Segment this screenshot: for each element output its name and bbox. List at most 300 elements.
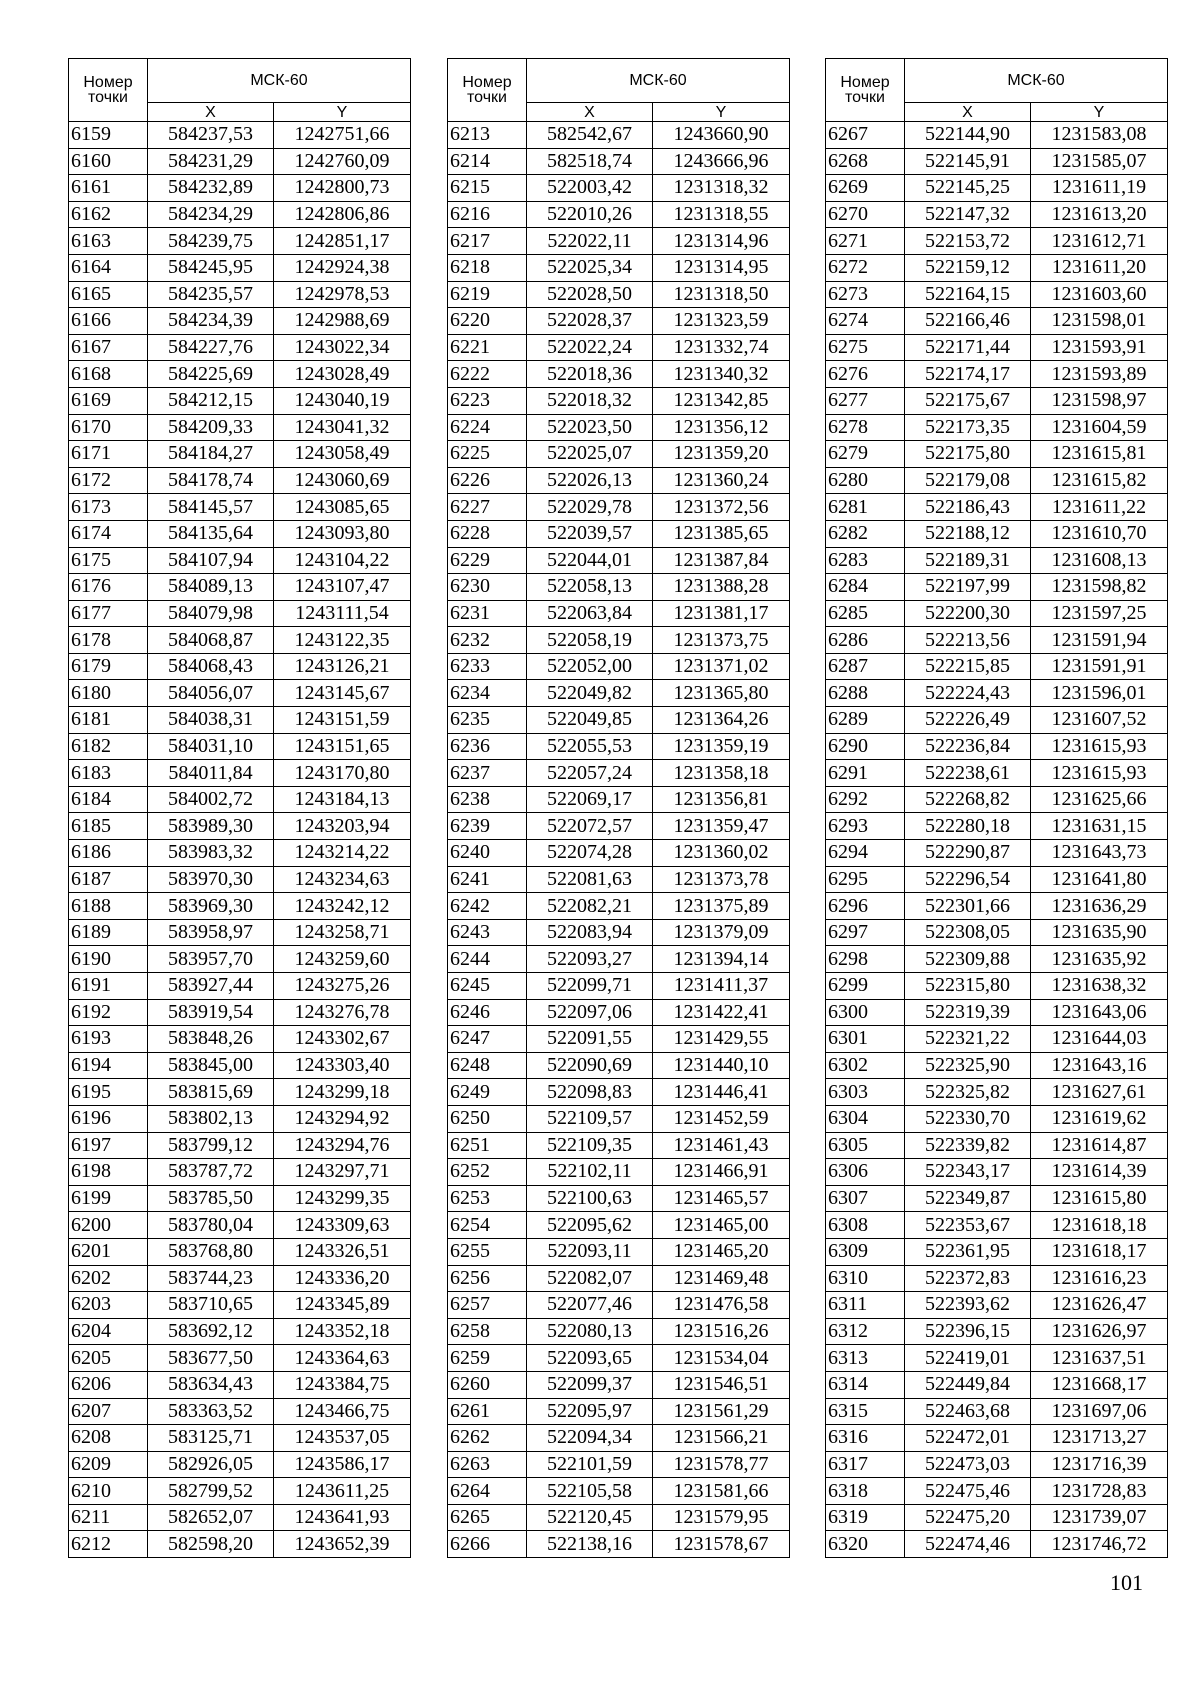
point-number-cell: 6260 bbox=[448, 1371, 527, 1398]
point-number-cell: 6287 bbox=[826, 653, 905, 680]
y-coordinate-cell: 1243170,80 bbox=[274, 760, 411, 787]
y-coordinate-cell: 1231713,27 bbox=[1031, 1425, 1168, 1452]
y-coordinate-cell: 1231465,00 bbox=[653, 1212, 790, 1239]
table-row bbox=[826, 1159, 1168, 1186]
table-row bbox=[448, 1265, 790, 1292]
table-row bbox=[826, 680, 1168, 707]
x-coordinate-cell: 584031,10 bbox=[148, 733, 274, 760]
table-row bbox=[826, 919, 1168, 946]
x-coordinate-cell: 584235,57 bbox=[148, 281, 274, 308]
y-coordinate-cell: 1231373,75 bbox=[653, 627, 790, 654]
point-number-cell: 6256 bbox=[448, 1265, 527, 1292]
point-number-cell: 6309 bbox=[826, 1238, 905, 1265]
point-number-cell: 6319 bbox=[826, 1504, 905, 1531]
table-row bbox=[69, 122, 411, 149]
y-coordinate-cell: 1231375,89 bbox=[653, 893, 790, 920]
x-coordinate-cell: 582542,67 bbox=[527, 122, 653, 149]
table-row bbox=[69, 1451, 411, 1478]
x-coordinate-cell: 522179,08 bbox=[905, 467, 1031, 494]
x-coordinate-cell: 522052,00 bbox=[527, 653, 653, 680]
point-number-cell: 6227 bbox=[448, 494, 527, 521]
x-coordinate-cell: 583983,32 bbox=[148, 840, 274, 867]
table-row bbox=[69, 866, 411, 893]
point-number-cell: 6218 bbox=[448, 254, 527, 281]
y-coordinate-cell: 1231581,66 bbox=[653, 1478, 790, 1505]
table-row bbox=[69, 1105, 411, 1132]
y-coordinate-cell: 1231626,47 bbox=[1031, 1292, 1168, 1319]
table-row bbox=[826, 1292, 1168, 1319]
y-coordinate-cell: 1231615,93 bbox=[1031, 733, 1168, 760]
x-coordinate-cell: 584232,89 bbox=[148, 175, 274, 202]
y-coordinate-cell: 1242924,38 bbox=[274, 254, 411, 281]
point-number-cell: 6277 bbox=[826, 387, 905, 414]
x-coordinate-cell: 522099,37 bbox=[527, 1371, 653, 1398]
y-coordinate-cell: 1231332,74 bbox=[653, 334, 790, 361]
x-coordinate-cell: 522095,97 bbox=[527, 1398, 653, 1425]
table-row bbox=[448, 1026, 790, 1053]
x-coordinate-cell: 583958,97 bbox=[148, 919, 274, 946]
y-coordinate-cell: 1231356,81 bbox=[653, 786, 790, 813]
x-column-header: X bbox=[148, 103, 274, 122]
x-coordinate-cell: 522309,88 bbox=[905, 946, 1031, 973]
table-row bbox=[69, 813, 411, 840]
table-row bbox=[69, 148, 411, 175]
x-coordinate-cell: 583802,13 bbox=[148, 1105, 274, 1132]
x-coordinate-cell: 522109,35 bbox=[527, 1132, 653, 1159]
table-row bbox=[69, 547, 411, 574]
point-number-cell: 6298 bbox=[826, 946, 905, 973]
point-number-cell: 6182 bbox=[69, 733, 148, 760]
x-coordinate-cell: 522093,65 bbox=[527, 1345, 653, 1372]
y-coordinate-cell: 1231643,06 bbox=[1031, 999, 1168, 1026]
y-coordinate-cell: 1243660,90 bbox=[653, 122, 790, 149]
y-coordinate-cell: 1231636,29 bbox=[1031, 893, 1168, 920]
x-coordinate-cell: 522186,43 bbox=[905, 494, 1031, 521]
y-coordinate-cell: 1231612,71 bbox=[1031, 228, 1168, 255]
table-row bbox=[448, 1185, 790, 1212]
x-coordinate-cell: 583125,71 bbox=[148, 1425, 274, 1452]
x-coordinate-cell: 522215,85 bbox=[905, 653, 1031, 680]
y-coordinate-cell: 1231613,20 bbox=[1031, 201, 1168, 228]
point-number-cell: 6231 bbox=[448, 600, 527, 627]
table-row bbox=[448, 893, 790, 920]
point-number-cell: 6239 bbox=[448, 813, 527, 840]
x-coordinate-cell: 522175,67 bbox=[905, 387, 1031, 414]
table-row bbox=[826, 308, 1168, 335]
x-coordinate-cell: 522349,87 bbox=[905, 1185, 1031, 1212]
point-number-cell: 6253 bbox=[448, 1185, 527, 1212]
x-coordinate-cell: 584239,75 bbox=[148, 228, 274, 255]
point-number-cell: 6220 bbox=[448, 308, 527, 335]
y-coordinate-cell: 1231585,07 bbox=[1031, 148, 1168, 175]
y-coordinate-cell: 1231429,55 bbox=[653, 1026, 790, 1053]
x-coordinate-cell: 584227,76 bbox=[148, 334, 274, 361]
point-number-cell: 6206 bbox=[69, 1371, 148, 1398]
x-coordinate-cell: 583845,00 bbox=[148, 1052, 274, 1079]
point-number-cell: 6243 bbox=[448, 919, 527, 946]
point-number-cell: 6257 bbox=[448, 1292, 527, 1319]
point-number-cell: 6224 bbox=[448, 414, 527, 441]
x-coordinate-cell: 522097,06 bbox=[527, 999, 653, 1026]
x-coordinate-cell: 522055,53 bbox=[527, 733, 653, 760]
x-coordinate-cell: 583969,30 bbox=[148, 893, 274, 920]
point-number-cell: 6208 bbox=[69, 1425, 148, 1452]
point-number-cell: 6233 bbox=[448, 653, 527, 680]
table-row bbox=[448, 627, 790, 654]
y-coordinate-cell: 1231342,85 bbox=[653, 387, 790, 414]
y-coordinate-cell: 1231461,43 bbox=[653, 1132, 790, 1159]
point-number-cell: 6259 bbox=[448, 1345, 527, 1372]
table-row bbox=[448, 228, 790, 255]
table-row bbox=[448, 600, 790, 627]
point-number-cell: 6247 bbox=[448, 1026, 527, 1053]
point-number-cell: 6246 bbox=[448, 999, 527, 1026]
x-coordinate-cell: 522188,12 bbox=[905, 520, 1031, 547]
x-coordinate-cell: 582652,07 bbox=[148, 1504, 274, 1531]
point-number-cell: 6235 bbox=[448, 707, 527, 734]
y-coordinate-cell: 1231578,67 bbox=[653, 1531, 790, 1558]
x-coordinate-cell: 522189,31 bbox=[905, 547, 1031, 574]
x-coordinate-cell: 522308,05 bbox=[905, 919, 1031, 946]
point-number-cell: 6300 bbox=[826, 999, 905, 1026]
y-coordinate-cell: 1243022,34 bbox=[274, 334, 411, 361]
y-coordinate-cell: 1231739,07 bbox=[1031, 1504, 1168, 1531]
y-coordinate-cell: 1231598,97 bbox=[1031, 387, 1168, 414]
y-coordinate-cell: 1231615,82 bbox=[1031, 467, 1168, 494]
point-number-cell: 6170 bbox=[69, 414, 148, 441]
point-number-cell: 6282 bbox=[826, 520, 905, 547]
y-coordinate-cell: 1231616,23 bbox=[1031, 1265, 1168, 1292]
y-coordinate-cell: 1231422,41 bbox=[653, 999, 790, 1026]
table-row bbox=[826, 574, 1168, 601]
point-number-cell: 6308 bbox=[826, 1212, 905, 1239]
x-coordinate-cell: 522018,36 bbox=[527, 361, 653, 388]
point-number-cell: 6279 bbox=[826, 441, 905, 468]
table-row bbox=[826, 281, 1168, 308]
table-row bbox=[826, 1185, 1168, 1212]
point-number-cell: 6228 bbox=[448, 520, 527, 547]
y-coordinate-cell: 1243537,05 bbox=[274, 1425, 411, 1452]
table-row bbox=[69, 733, 411, 760]
y-coordinate-cell: 1231318,32 bbox=[653, 175, 790, 202]
table-row bbox=[826, 254, 1168, 281]
x-coordinate-cell: 522058,13 bbox=[527, 574, 653, 601]
table-row bbox=[69, 387, 411, 414]
point-number-cell: 6265 bbox=[448, 1504, 527, 1531]
table-row bbox=[826, 973, 1168, 1000]
table-row bbox=[69, 973, 411, 1000]
point-number-cell: 6294 bbox=[826, 840, 905, 867]
x-coordinate-cell: 522321,22 bbox=[905, 1026, 1031, 1053]
x-coordinate-cell: 522419,01 bbox=[905, 1345, 1031, 1372]
y-coordinate-cell: 1231615,81 bbox=[1031, 441, 1168, 468]
table-row bbox=[448, 1132, 790, 1159]
point-number-cell: 6285 bbox=[826, 600, 905, 627]
y-coordinate-cell: 1231618,17 bbox=[1031, 1238, 1168, 1265]
y-coordinate-cell: 1243352,18 bbox=[274, 1318, 411, 1345]
point-number-cell: 6229 bbox=[448, 547, 527, 574]
table-row bbox=[448, 707, 790, 734]
table-row bbox=[448, 1345, 790, 1372]
point-number-cell: 6289 bbox=[826, 707, 905, 734]
y-coordinate-cell: 1243203,94 bbox=[274, 813, 411, 840]
y-coordinate-cell: 1231611,20 bbox=[1031, 254, 1168, 281]
y-coordinate-cell: 1231619,62 bbox=[1031, 1105, 1168, 1132]
y-coordinate-cell: 1231615,93 bbox=[1031, 760, 1168, 787]
table-row bbox=[448, 308, 790, 335]
point-number-cell: 6201 bbox=[69, 1238, 148, 1265]
y-coordinate-cell: 1231340,32 bbox=[653, 361, 790, 388]
x-coordinate-cell: 522003,42 bbox=[527, 175, 653, 202]
table-row bbox=[448, 494, 790, 521]
point-number-cell: 6178 bbox=[69, 627, 148, 654]
y-coordinate-cell: 1243242,12 bbox=[274, 893, 411, 920]
x-coordinate-cell: 522049,82 bbox=[527, 680, 653, 707]
y-coordinate-cell: 1231591,94 bbox=[1031, 627, 1168, 654]
y-coordinate-cell: 1231579,95 bbox=[653, 1504, 790, 1531]
point-number-cell: 6263 bbox=[448, 1451, 527, 1478]
x-coordinate-cell: 522474,46 bbox=[905, 1531, 1031, 1558]
y-coordinate-cell: 1231440,10 bbox=[653, 1052, 790, 1079]
table-row bbox=[448, 1531, 790, 1558]
y-coordinate-cell: 1243364,63 bbox=[274, 1345, 411, 1372]
point-number-cell: 6166 bbox=[69, 308, 148, 335]
table-row bbox=[448, 1292, 790, 1319]
table-row bbox=[448, 1478, 790, 1505]
y-coordinate-cell: 1243302,67 bbox=[274, 1026, 411, 1053]
point-number-cell: 6202 bbox=[69, 1265, 148, 1292]
point-number-cell: 6207 bbox=[69, 1398, 148, 1425]
x-coordinate-cell: 522094,34 bbox=[527, 1425, 653, 1452]
y-coordinate-cell: 1231591,91 bbox=[1031, 653, 1168, 680]
point-number-cell: 6174 bbox=[69, 520, 148, 547]
table-row bbox=[826, 1478, 1168, 1505]
table-row bbox=[69, 1212, 411, 1239]
x-coordinate-cell: 583989,30 bbox=[148, 813, 274, 840]
table-row bbox=[826, 946, 1168, 973]
table-row bbox=[448, 999, 790, 1026]
point-number-cell: 6241 bbox=[448, 866, 527, 893]
x-coordinate-cell: 522025,34 bbox=[527, 254, 653, 281]
x-coordinate-cell: 522372,83 bbox=[905, 1265, 1031, 1292]
y-coordinate-cell: 1231638,32 bbox=[1031, 973, 1168, 1000]
table-row bbox=[69, 175, 411, 202]
y-coordinate-cell: 1243214,22 bbox=[274, 840, 411, 867]
point-number-cell: 6165 bbox=[69, 281, 148, 308]
table-row bbox=[448, 1079, 790, 1106]
table-row bbox=[69, 893, 411, 920]
y-coordinate-cell: 1243040,19 bbox=[274, 387, 411, 414]
y-coordinate-cell: 1231469,48 bbox=[653, 1265, 790, 1292]
table-row bbox=[448, 919, 790, 946]
point-number-cell: 6236 bbox=[448, 733, 527, 760]
x-coordinate-cell: 522077,46 bbox=[527, 1292, 653, 1319]
x-coordinate-cell: 522145,91 bbox=[905, 148, 1031, 175]
table-row bbox=[69, 840, 411, 867]
x-coordinate-cell: 522224,43 bbox=[905, 680, 1031, 707]
y-coordinate-cell: 1231314,95 bbox=[653, 254, 790, 281]
y-coordinate-cell: 1231607,52 bbox=[1031, 707, 1168, 734]
y-coordinate-cell: 1231446,41 bbox=[653, 1079, 790, 1106]
coordinate-system-header: МСК-60 bbox=[527, 59, 790, 103]
table-row bbox=[69, 707, 411, 734]
point-number-cell: 6278 bbox=[826, 414, 905, 441]
point-number-cell: 6210 bbox=[69, 1478, 148, 1505]
y-coordinate-cell: 1231365,80 bbox=[653, 680, 790, 707]
x-coordinate-cell: 584225,69 bbox=[148, 361, 274, 388]
y-coordinate-cell: 1243060,69 bbox=[274, 467, 411, 494]
y-coordinate-cell: 1243276,78 bbox=[274, 999, 411, 1026]
x-coordinate-cell: 522109,57 bbox=[527, 1105, 653, 1132]
point-number-cell: 6192 bbox=[69, 999, 148, 1026]
point-number-cell: 6214 bbox=[448, 148, 527, 175]
table-row bbox=[69, 574, 411, 601]
table-row bbox=[826, 228, 1168, 255]
x-coordinate-cell: 522325,82 bbox=[905, 1079, 1031, 1106]
x-coordinate-cell: 522105,58 bbox=[527, 1478, 653, 1505]
table-row bbox=[826, 627, 1168, 654]
y-coordinate-cell: 1243041,32 bbox=[274, 414, 411, 441]
y-coordinate-cell: 1243652,39 bbox=[274, 1531, 411, 1558]
point-number-cell: 6242 bbox=[448, 893, 527, 920]
x-coordinate-cell: 582926,05 bbox=[148, 1451, 274, 1478]
point-number-cell: 6216 bbox=[448, 201, 527, 228]
point-number-cell: 6281 bbox=[826, 494, 905, 521]
table-row bbox=[69, 281, 411, 308]
x-coordinate-cell: 522325,90 bbox=[905, 1052, 1031, 1079]
y-coordinate-cell: 1231411,37 bbox=[653, 973, 790, 1000]
point-number-cell: 6194 bbox=[69, 1052, 148, 1079]
x-coordinate-cell: 522173,35 bbox=[905, 414, 1031, 441]
table-row bbox=[69, 201, 411, 228]
table-row bbox=[448, 201, 790, 228]
y-coordinate-cell: 1243093,80 bbox=[274, 520, 411, 547]
table-row bbox=[826, 122, 1168, 149]
x-coordinate-cell: 522028,50 bbox=[527, 281, 653, 308]
y-coordinate-cell: 1243151,59 bbox=[274, 707, 411, 734]
x-coordinate-cell: 522475,46 bbox=[905, 1478, 1031, 1505]
point-number-cell: 6291 bbox=[826, 760, 905, 787]
x-coordinate-cell: 522166,46 bbox=[905, 308, 1031, 335]
table-row bbox=[69, 1504, 411, 1531]
point-number-cell: 6280 bbox=[826, 467, 905, 494]
x-coordinate-cell: 522159,12 bbox=[905, 254, 1031, 281]
table-row bbox=[448, 1451, 790, 1478]
x-coordinate-cell: 584245,95 bbox=[148, 254, 274, 281]
x-coordinate-cell: 522049,85 bbox=[527, 707, 653, 734]
point-number-cell: 6264 bbox=[448, 1478, 527, 1505]
y-coordinate-cell: 1243345,89 bbox=[274, 1292, 411, 1319]
table-row bbox=[826, 1398, 1168, 1425]
y-coordinate-cell: 1243122,35 bbox=[274, 627, 411, 654]
y-coordinate-cell: 1243111,54 bbox=[274, 600, 411, 627]
x-coordinate-cell: 522090,69 bbox=[527, 1052, 653, 1079]
y-coordinate-cell: 1243466,75 bbox=[274, 1398, 411, 1425]
table-row bbox=[448, 547, 790, 574]
y-coordinate-cell: 1243309,63 bbox=[274, 1212, 411, 1239]
x-coordinate-cell: 584237,53 bbox=[148, 122, 274, 149]
x-coordinate-cell: 583919,54 bbox=[148, 999, 274, 1026]
y-coordinate-cell: 1243336,20 bbox=[274, 1265, 411, 1292]
table-row bbox=[69, 600, 411, 627]
x-coordinate-cell: 522039,57 bbox=[527, 520, 653, 547]
x-coordinate-cell: 522083,94 bbox=[527, 919, 653, 946]
x-coordinate-cell: 522463,68 bbox=[905, 1398, 1031, 1425]
y-coordinate-cell: 1243145,67 bbox=[274, 680, 411, 707]
point-number-cell: 6290 bbox=[826, 733, 905, 760]
point-number-cell: 6195 bbox=[69, 1079, 148, 1106]
table-row bbox=[826, 786, 1168, 813]
point-number-cell: 6293 bbox=[826, 813, 905, 840]
y-coordinate-cell: 1231631,15 bbox=[1031, 813, 1168, 840]
x-coordinate-cell: 522058,19 bbox=[527, 627, 653, 654]
y-coordinate-cell: 1242851,17 bbox=[274, 228, 411, 255]
point-number-cell: 6200 bbox=[69, 1212, 148, 1239]
x-coordinate-cell: 522197,99 bbox=[905, 574, 1031, 601]
table-row bbox=[448, 281, 790, 308]
table-row bbox=[448, 254, 790, 281]
y-coordinate-cell: 1231360,24 bbox=[653, 467, 790, 494]
point-number-cell: 6273 bbox=[826, 281, 905, 308]
table-row bbox=[826, 441, 1168, 468]
point-number-cell: 6161 bbox=[69, 175, 148, 202]
point-number-cell: 6221 bbox=[448, 334, 527, 361]
x-coordinate-cell: 583744,23 bbox=[148, 1265, 274, 1292]
y-coordinate-cell: 1243326,51 bbox=[274, 1238, 411, 1265]
y-coordinate-cell: 1242760,09 bbox=[274, 148, 411, 175]
y-coordinate-cell: 1243151,65 bbox=[274, 733, 411, 760]
table-row bbox=[826, 1052, 1168, 1079]
table-row bbox=[448, 680, 790, 707]
y-coordinate-cell: 1231323,59 bbox=[653, 308, 790, 335]
table-row bbox=[448, 414, 790, 441]
point-number-header: Номер точки bbox=[448, 59, 527, 122]
y-coordinate-cell: 1231314,96 bbox=[653, 228, 790, 255]
table-row bbox=[448, 760, 790, 787]
y-coordinate-cell: 1231381,17 bbox=[653, 600, 790, 627]
x-coordinate-cell: 522330,70 bbox=[905, 1105, 1031, 1132]
point-number-cell: 6162 bbox=[69, 201, 148, 228]
x-coordinate-cell: 584178,74 bbox=[148, 467, 274, 494]
x-coordinate-cell: 522069,17 bbox=[527, 786, 653, 813]
point-number-cell: 6169 bbox=[69, 387, 148, 414]
x-coordinate-cell: 583787,72 bbox=[148, 1159, 274, 1186]
point-number-cell: 6183 bbox=[69, 760, 148, 787]
y-coordinate-cell: 1231603,60 bbox=[1031, 281, 1168, 308]
table-row bbox=[448, 946, 790, 973]
table-row bbox=[826, 1318, 1168, 1345]
x-coordinate-cell: 584056,07 bbox=[148, 680, 274, 707]
point-number-cell: 6188 bbox=[69, 893, 148, 920]
y-coordinate-cell: 1231637,51 bbox=[1031, 1345, 1168, 1372]
x-coordinate-cell: 584212,15 bbox=[148, 387, 274, 414]
table-row bbox=[448, 1159, 790, 1186]
table-row bbox=[69, 1265, 411, 1292]
point-number-cell: 6211 bbox=[69, 1504, 148, 1531]
table-row bbox=[69, 1132, 411, 1159]
point-number-cell: 6163 bbox=[69, 228, 148, 255]
y-coordinate-cell: 1243259,60 bbox=[274, 946, 411, 973]
point-number-cell: 6181 bbox=[69, 707, 148, 734]
point-number-cell: 6251 bbox=[448, 1132, 527, 1159]
y-coordinate-cell: 1231561,29 bbox=[653, 1398, 790, 1425]
y-coordinate-cell: 1231668,17 bbox=[1031, 1371, 1168, 1398]
x-coordinate-cell: 584002,72 bbox=[148, 786, 274, 813]
y-coordinate-cell: 1231318,55 bbox=[653, 201, 790, 228]
table-row bbox=[448, 1425, 790, 1452]
point-number-cell: 6249 bbox=[448, 1079, 527, 1106]
point-number-cell: 6223 bbox=[448, 387, 527, 414]
